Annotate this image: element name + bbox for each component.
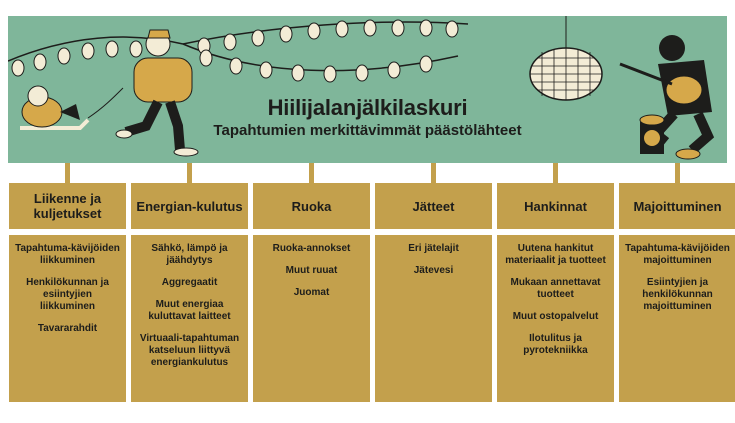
category-title: Majoittuminen bbox=[619, 183, 735, 229]
page-subtitle: Tapahtumien merkittävimmät päästölähteet bbox=[213, 122, 522, 139]
connector-stem bbox=[309, 163, 314, 183]
list-item: Aggregaatit bbox=[161, 277, 218, 288]
list-item: Ilotulitus ja pyrotekniikka bbox=[523, 333, 588, 356]
category-title: Hankinnat bbox=[497, 183, 614, 229]
list-item: Ruoka-annokset bbox=[272, 243, 351, 254]
connector-stem bbox=[675, 163, 680, 183]
list-item: Juomat bbox=[293, 287, 330, 298]
category-items bbox=[375, 235, 492, 402]
list-item: Tavararahdit bbox=[37, 323, 98, 334]
category-title: Energian-kulutus bbox=[131, 183, 248, 229]
list-item: Esiintyjien ja henkilökunnan majoittuminen bbox=[642, 277, 713, 312]
category-title: Liikenne ja kuljetukset bbox=[9, 183, 126, 229]
connector-stem bbox=[553, 163, 558, 183]
category-items bbox=[253, 235, 370, 402]
connector-stem bbox=[187, 163, 192, 183]
banner-illustration bbox=[8, 16, 727, 163]
list-item: Henkilökunnan ja esiintyjien liikkuminen bbox=[26, 277, 109, 312]
list-item: Jätevesi bbox=[413, 265, 454, 276]
list-item: Muut ruuat bbox=[285, 265, 338, 276]
header-banner bbox=[8, 16, 727, 163]
list-item: Muut ostopalvelut bbox=[512, 311, 599, 322]
page-title: Hiilijalanjälkilaskuri bbox=[267, 95, 468, 120]
list-item: Tapahtuma-kävijöiden liikkuminen bbox=[15, 243, 120, 266]
connector-stem bbox=[65, 163, 70, 183]
connector-stem bbox=[431, 163, 436, 183]
list-item: Uutena hankitut materiaalit ja tuotteet bbox=[505, 243, 606, 266]
category-items bbox=[131, 235, 248, 402]
string-lights-icon bbox=[8, 20, 468, 82]
disco-ball-icon bbox=[530, 16, 602, 100]
category-title: Ruoka bbox=[253, 183, 370, 229]
category-items bbox=[619, 235, 735, 402]
list-item: Muut energiaa kuluttavat laitteet bbox=[148, 299, 231, 322]
list-item: Sähkö, lämpö ja jäähdytys bbox=[151, 243, 228, 266]
category-items bbox=[9, 235, 126, 402]
list-item: Tapahtuma-kävijöiden majoittuminen bbox=[625, 243, 730, 266]
list-item: Mukaan annettavat tuotteet bbox=[510, 277, 601, 300]
category-items bbox=[497, 235, 614, 402]
list-item: Virtuaali-tapahtuman katseluun liittyvä energiankulutus bbox=[139, 333, 240, 368]
category-title: Jätteet bbox=[375, 183, 492, 229]
list-item: Eri jätelajit bbox=[408, 243, 459, 254]
